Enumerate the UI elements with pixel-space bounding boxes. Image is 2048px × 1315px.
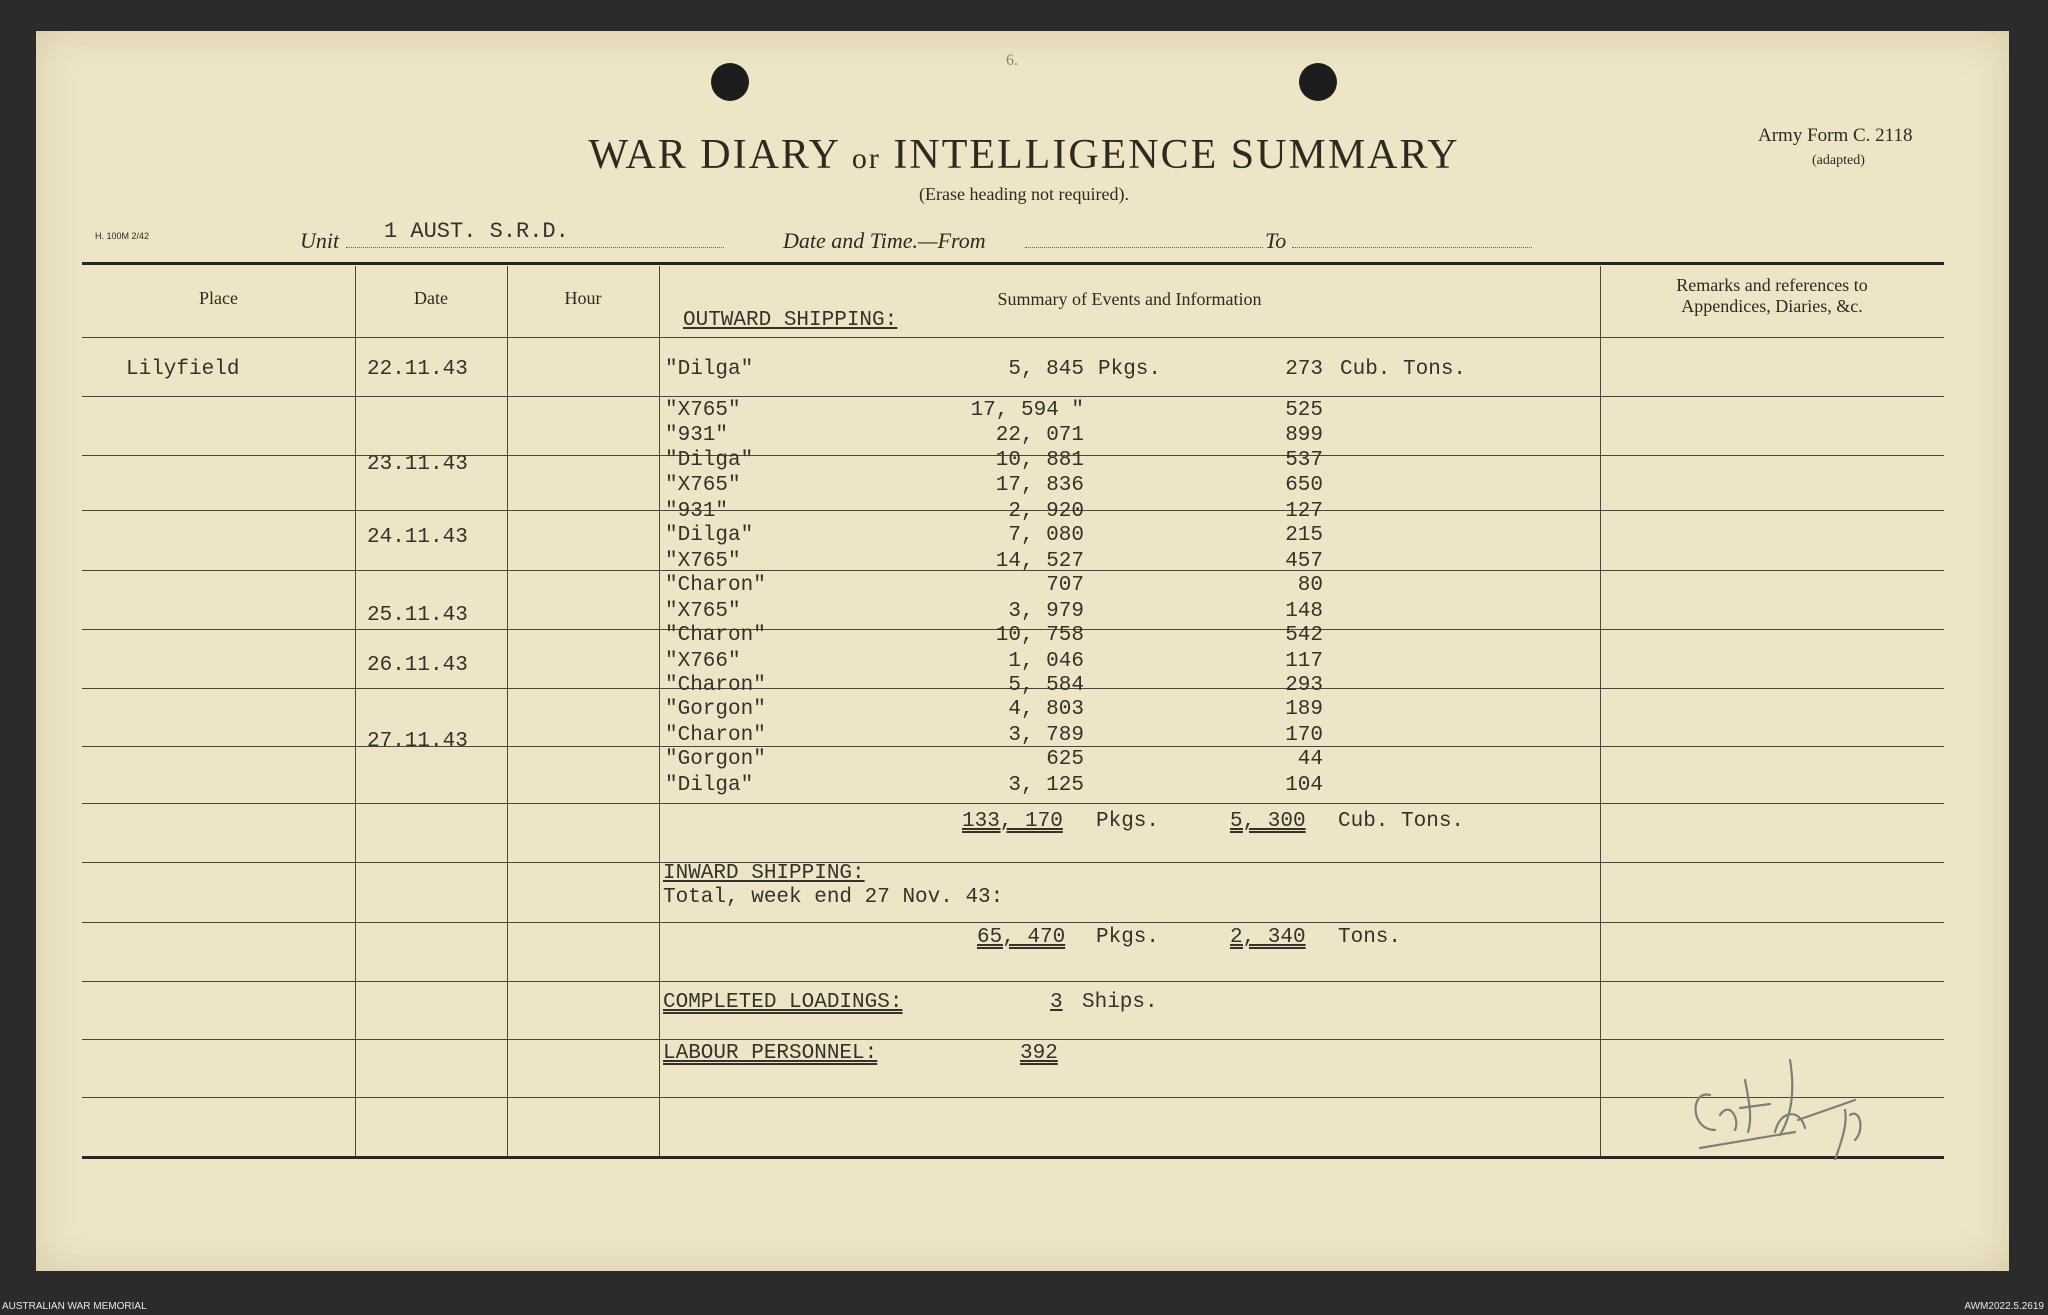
- table-bottom-rule: [82, 1156, 1944, 1159]
- page-title: [0, 131, 2048, 179]
- date-cell: 27.11.43: [367, 730, 468, 753]
- remarks-header-line1: Remarks and references to: [1676, 275, 1868, 295]
- packages-value: 2, 920: [1008, 500, 1084, 523]
- row-rule: [82, 1097, 1944, 1098]
- packages-value: 3, 789: [1008, 724, 1084, 747]
- packages-value: 7, 080: [1008, 524, 1084, 547]
- packages-value: 3, 125: [1008, 774, 1084, 797]
- punch-hole-right: [1299, 63, 1337, 101]
- packages-value: 17, 594 ": [970, 399, 1084, 422]
- row-rule: [82, 337, 1944, 338]
- tons-value: 273: [1285, 358, 1323, 381]
- table-top-rule: [82, 262, 1944, 265]
- tons-unit: Cub. Tons.: [1340, 358, 1467, 381]
- packages-value: 10, 881: [995, 449, 1084, 472]
- ship-name: "Dilga": [665, 358, 754, 381]
- column-divider: [1600, 266, 1601, 1157]
- packages-value: 10, 758: [995, 624, 1084, 647]
- column-header-remarks: [1600, 275, 1944, 317]
- packages-value: 5, 584: [1008, 674, 1084, 697]
- inward-tons-unit: Tons.: [1338, 926, 1402, 949]
- date-cell: 23.11.43: [367, 453, 468, 476]
- print-code: H. 100M 2/42: [95, 231, 150, 241]
- ship-name: "Gorgon": [665, 698, 766, 721]
- tons-value: 542: [1285, 624, 1323, 647]
- packages-value: 17, 836: [995, 474, 1084, 497]
- to-dotted-line: [1292, 247, 1532, 248]
- column-header-date: Date: [414, 288, 448, 308]
- ship-name: "Charon": [665, 724, 766, 747]
- ship-name: "Charon": [665, 574, 766, 597]
- inward-shipping-heading: INWARD SHIPPING:: [663, 862, 865, 885]
- ship-name: "Gorgon": [665, 748, 766, 771]
- column-divider: [355, 266, 356, 1157]
- packages-value: 3, 979: [1008, 600, 1084, 623]
- tons-value: 80: [1297, 574, 1323, 597]
- column-divider: [659, 266, 660, 1157]
- packages-value: 4, 803: [1008, 698, 1084, 721]
- adapted-note: (adapted): [1812, 153, 1865, 168]
- title-war-diary: WAR DIARY: [588, 132, 840, 178]
- inward-tons: 2, 340: [1230, 926, 1306, 949]
- row-rule: [82, 396, 1944, 397]
- tons-value: 117: [1285, 650, 1323, 673]
- tons-value: 215: [1285, 524, 1323, 547]
- ship-name: "X765": [665, 600, 741, 623]
- row-rule: [82, 922, 1944, 923]
- remarks-header-line2: Appendices, Diaries, &c.: [1681, 296, 1863, 316]
- date-cell: 22.11.43: [367, 358, 468, 381]
- total-tons: 5, 300: [1230, 810, 1306, 833]
- ship-name: "X765": [665, 399, 741, 422]
- ship-name: "Dilga": [665, 524, 754, 547]
- total-packages-unit: Pkgs.: [1096, 810, 1160, 833]
- completed-loadings-label: COMPLETED LOADINGS:: [663, 991, 903, 1014]
- row-rule: [82, 803, 1944, 804]
- labour-personnel-value: 392: [1020, 1042, 1058, 1065]
- tons-value: 537: [1285, 449, 1323, 472]
- tons-value: 650: [1285, 474, 1323, 497]
- tons-value: 44: [1297, 748, 1323, 771]
- tons-value: 457: [1285, 550, 1323, 573]
- inward-total-line: Total, week end 27 Nov. 43:: [663, 886, 1004, 909]
- tons-value: 525: [1285, 399, 1323, 422]
- officer-signature: [1680, 1020, 1880, 1160]
- inward-packages: 65, 470: [977, 926, 1066, 949]
- column-header-place: Place: [199, 288, 238, 308]
- row-rule: [82, 1039, 1944, 1040]
- inward-packages-unit: Pkgs.: [1096, 926, 1160, 949]
- total-tons-unit: Cub. Tons.: [1338, 810, 1465, 833]
- ship-name: "Charon": [665, 624, 766, 647]
- ship-name: "X765": [665, 474, 741, 497]
- packages-value: 14, 527: [995, 550, 1084, 573]
- tons-value: 127: [1285, 500, 1323, 523]
- ship-name: "Charon": [665, 674, 766, 697]
- from-dotted-line: [1025, 247, 1263, 248]
- to-label: To: [1265, 228, 1287, 253]
- total-packages: 133, 170: [962, 810, 1063, 833]
- place-value: Lilyfield: [126, 358, 240, 381]
- date-time-from-label: Date and Time.—From: [783, 228, 986, 253]
- labour-personnel-label: LABOUR PERSONNEL:: [663, 1042, 878, 1065]
- tons-value: 170: [1285, 724, 1323, 747]
- ship-name: "X766": [665, 650, 741, 673]
- date-cell: 26.11.43: [367, 654, 468, 677]
- unit-dotted-line: [346, 247, 724, 248]
- date-cell: 24.11.43: [367, 526, 468, 549]
- title-or: or: [851, 142, 881, 175]
- unit-value: 1 AUST. S.R.D.: [384, 219, 569, 244]
- outward-shipping-heading: OUTWARD SHIPPING:: [683, 309, 898, 332]
- tons-value: 104: [1285, 774, 1323, 797]
- ship-name: "931": [665, 500, 729, 523]
- packages-value: 22, 071: [995, 424, 1084, 447]
- tons-value: 189: [1285, 698, 1323, 721]
- punch-hole-left: [711, 63, 749, 101]
- footer-right: AWM2022.5.2619: [1964, 1301, 2044, 1312]
- tons-value: 293: [1285, 674, 1323, 697]
- subtitle: (Erase heading not required).: [919, 184, 1129, 204]
- packages-unit: Pkgs.: [1098, 358, 1162, 381]
- packages-value: 1, 046: [1008, 650, 1084, 673]
- completed-loadings-value: 3: [1050, 991, 1063, 1014]
- column-divider: [507, 266, 508, 1157]
- packages-value: 707: [1046, 574, 1084, 597]
- row-rule: [82, 981, 1944, 982]
- row-rule: [82, 862, 1944, 863]
- date-cell: 25.11.43: [367, 604, 468, 627]
- column-header-summary: Summary of Events and Information: [997, 289, 1262, 309]
- ship-name: "Dilga": [665, 449, 754, 472]
- tons-value: 148: [1285, 600, 1323, 623]
- tons-value: 899: [1285, 424, 1323, 447]
- page-number: 6.: [1006, 52, 1018, 69]
- ship-name: "931": [665, 424, 729, 447]
- packages-value: 625: [1046, 748, 1084, 771]
- ship-name: "X765": [665, 550, 741, 573]
- packages-value: 5, 845: [1008, 358, 1084, 381]
- ship-name: "Dilga": [665, 774, 754, 797]
- unit-label: Unit: [300, 228, 340, 253]
- army-form-number: Army Form C. 2118: [1758, 125, 1913, 146]
- title-intelligence-summary: INTELLIGENCE SUMMARY: [893, 132, 1460, 178]
- footer-left: AUSTRALIAN WAR MEMORIAL: [2, 1301, 147, 1312]
- completed-loadings-unit: Ships.: [1082, 991, 1158, 1014]
- column-header-hour: Hour: [564, 288, 602, 308]
